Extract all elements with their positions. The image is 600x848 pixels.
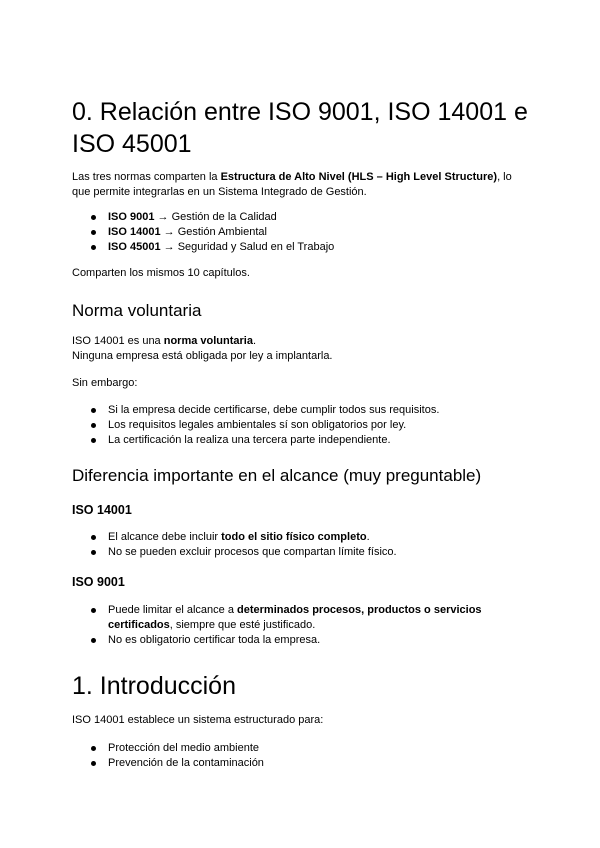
section-0-title: 0. Relación entre ISO 9001, ISO 14001 e ISO 45001 [72, 98, 528, 158]
scope-text: El alcance debe incluir [108, 531, 222, 543]
list-item: La certificación la realiza una tercera parte independiente. [72, 433, 532, 448]
hls-intro-text: Las tres normas comparten la [72, 171, 221, 183]
voluntary-paragraph [72, 334, 532, 364]
list-item: Protección del medio ambiente [72, 741, 532, 756]
scope-text-end: , siempre que esté justificado. [169, 619, 316, 631]
scope-bold-text: determinados procesos, productos o servicios certificados [108, 604, 482, 631]
scope-bold-text: todo el sitio físico completo [221, 531, 367, 543]
list-item [72, 603, 532, 633]
standards-list [72, 210, 532, 255]
voluntary-text: ISO 14001 es una [72, 335, 164, 347]
iso14001-scope-list [72, 530, 532, 560]
list-item [72, 240, 532, 255]
standard-code: ISO 9001 [108, 211, 155, 223]
standard-code: ISO 14001 [108, 226, 161, 238]
hls-bold-text: Estructura de Alto Nivel (HLS – High Level Structure) [220, 171, 498, 183]
section-1-title: 1. Introducción [72, 672, 236, 700]
iso9001-scope-list [72, 603, 532, 648]
hls-intro-text-end: , lo que permite integrarlas en un Sistema Integrado de Gestión. [72, 171, 512, 198]
section-1-intro: ISO 14001 establece un sistema estructurado para: [72, 714, 324, 726]
however-text: Sin embargo: [72, 377, 138, 389]
standard-code: ISO 45001 [108, 241, 161, 253]
list-item: No es obligatorio certificar toda la empresa. [72, 633, 532, 648]
list-item [72, 210, 532, 225]
list-item: Los requisitos legales ambientales sí son obligatorios por ley. [72, 418, 532, 433]
voluntary-line-2: Ninguna empresa está obligada por ley a implantarla. [72, 350, 333, 362]
list-item: No se pueden excluir procesos que compartan límite físico. [72, 545, 532, 560]
scope-heading: Diferencia importante en el alcance (muy preguntable) [72, 466, 482, 485]
voluntary-list [72, 403, 532, 448]
chapters-note: Comparten los mismos 10 capítulos. [72, 267, 250, 279]
iso14001-subheading: ISO 14001 [72, 503, 132, 517]
standard-desc: → Gestión de la Calidad [154, 211, 277, 223]
list-item: Prevención de la contaminación [72, 756, 532, 771]
standard-desc: → Seguridad y Salud en el Trabajo [160, 241, 335, 253]
list-item [72, 225, 532, 240]
voluntary-bold-text: norma voluntaria [163, 335, 253, 347]
voluntary-heading: Norma voluntaria [72, 301, 202, 320]
scope-text-end: . [366, 531, 370, 543]
list-item: Si la empresa decide certificarse, debe cumplir todos sus requisitos. [72, 403, 532, 418]
iso9001-subheading: ISO 9001 [72, 575, 125, 589]
list-item [72, 530, 532, 545]
hls-intro-paragraph [72, 170, 532, 200]
voluntary-text-end: . [252, 335, 257, 347]
section-1-list [72, 741, 532, 771]
scope-text: Puede limitar el alcance a [108, 604, 238, 616]
standard-desc: → Gestión Ambiental [160, 226, 267, 238]
